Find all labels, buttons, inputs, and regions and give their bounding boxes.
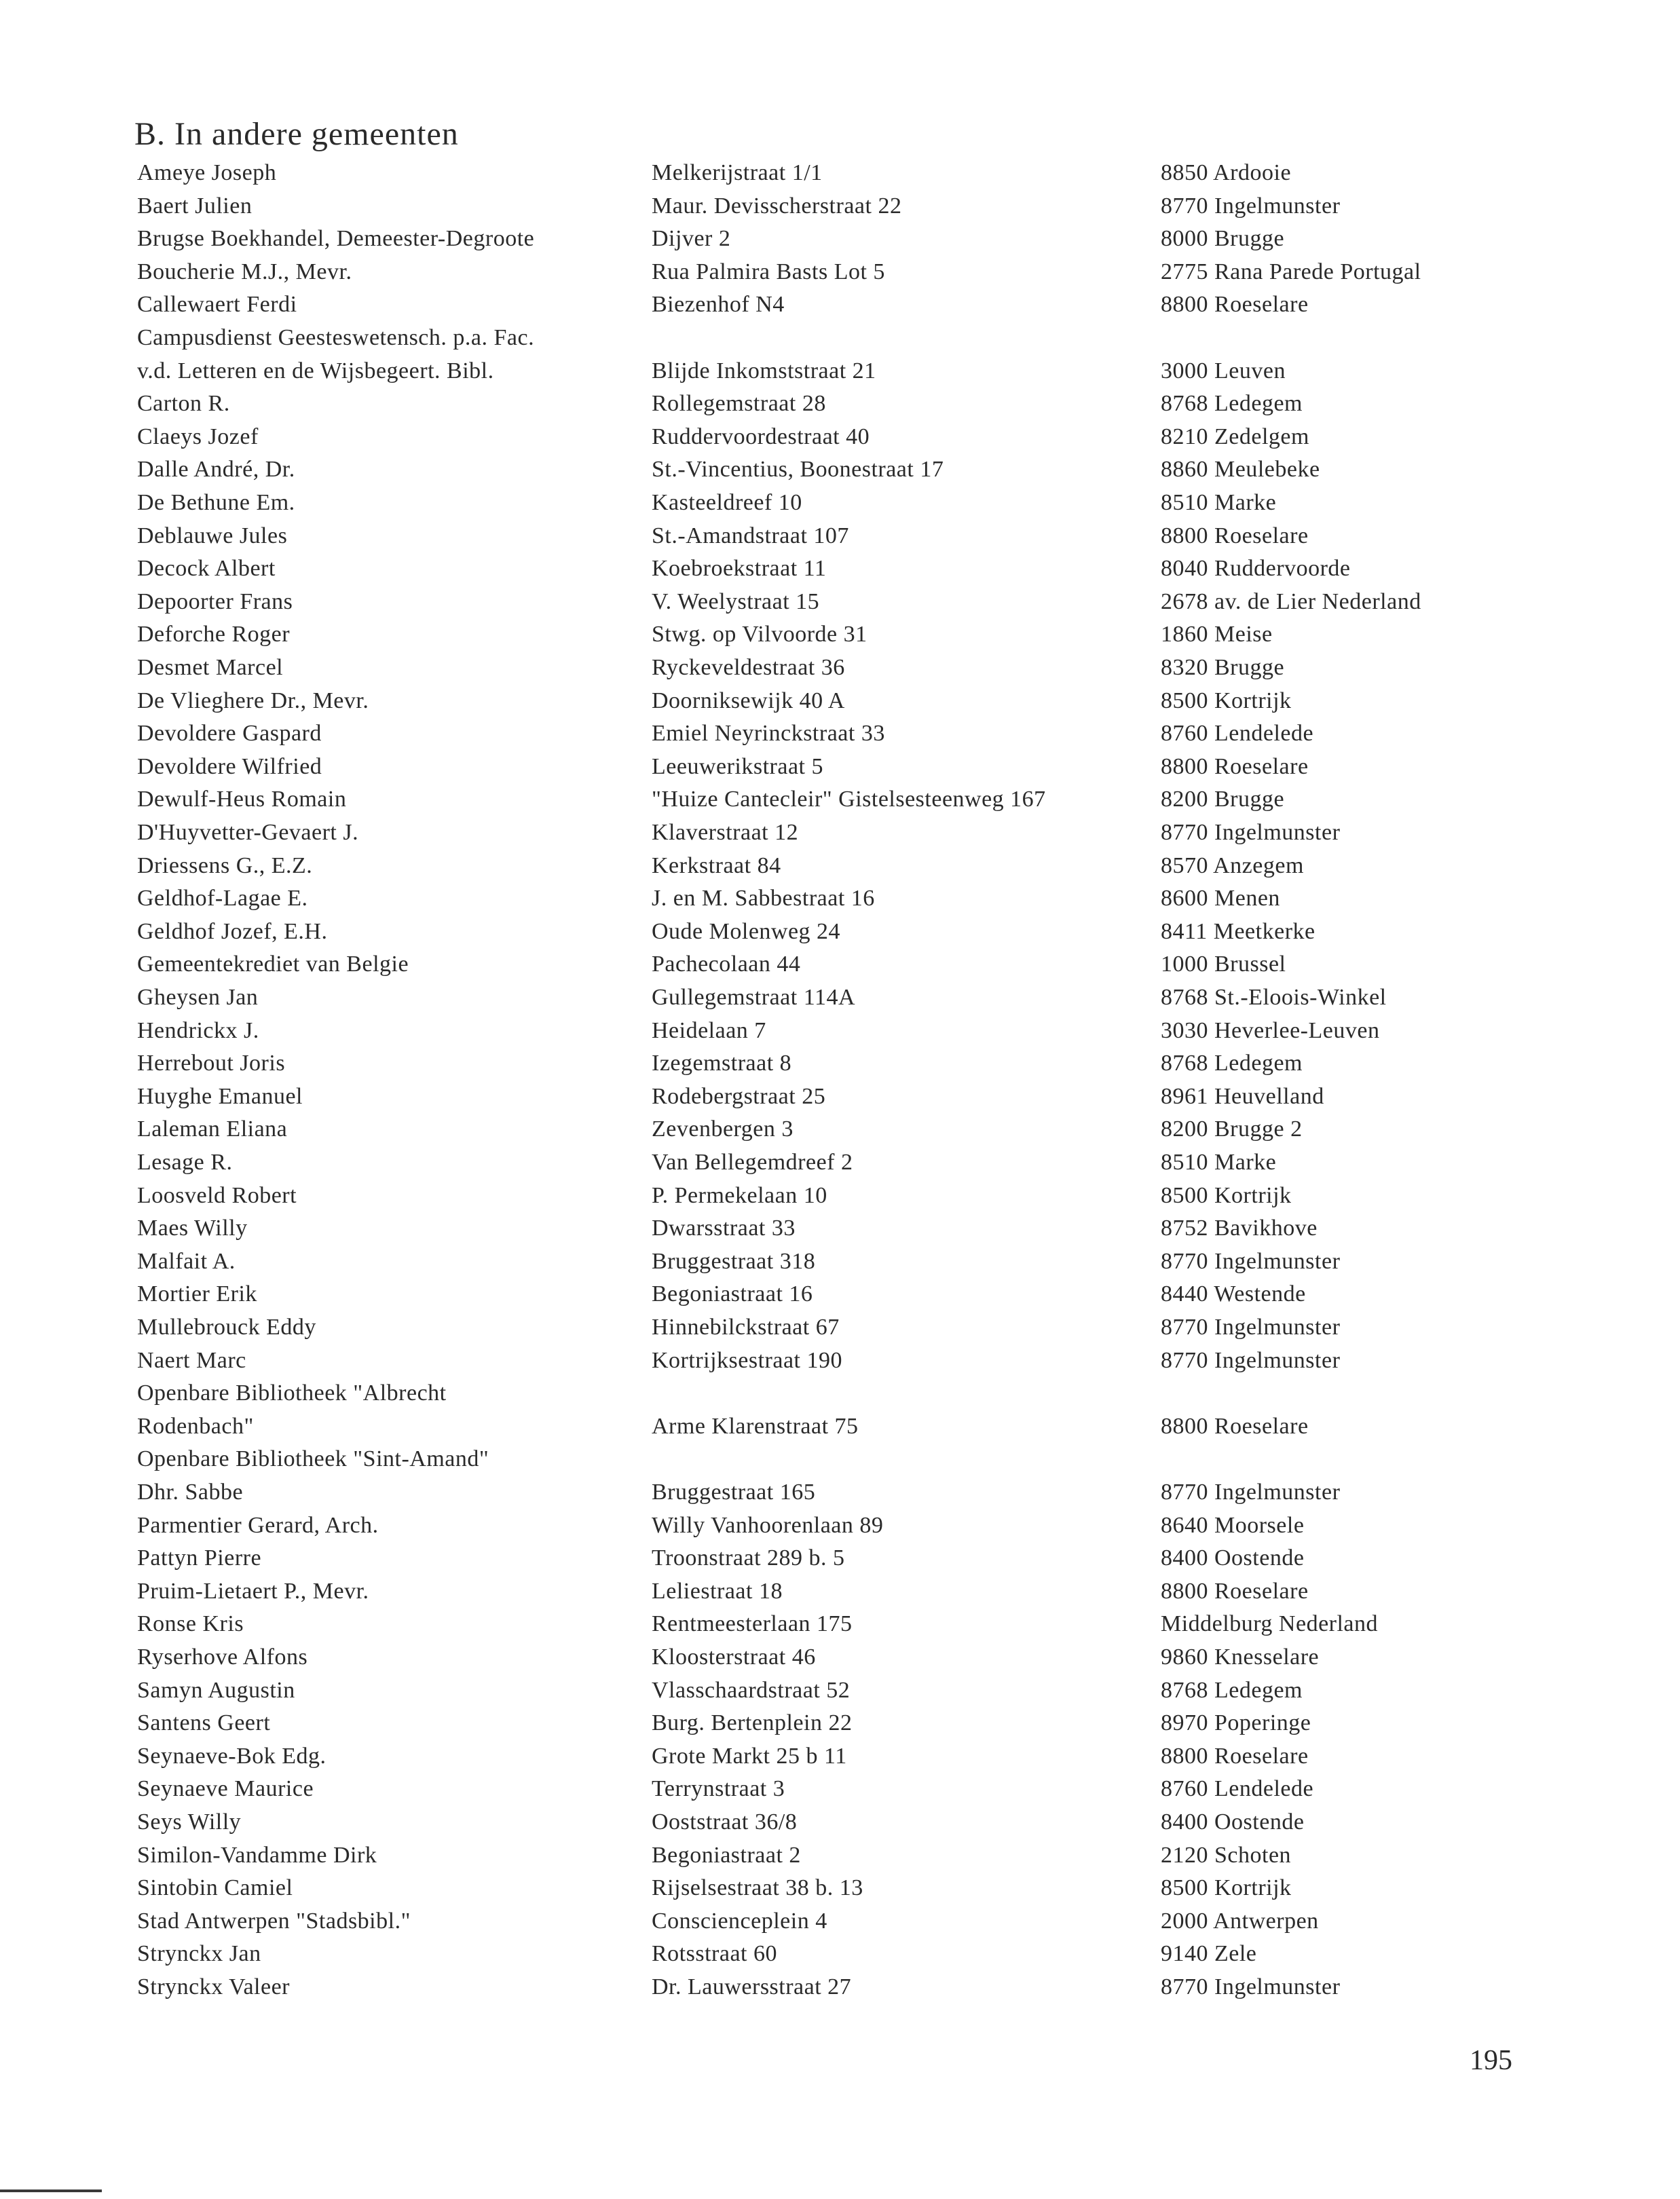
entry-name: Samyn Augustin bbox=[137, 1677, 295, 1703]
entry-street: Stwg. op Vilvoorde 31 bbox=[652, 622, 867, 647]
directory-row bbox=[0, 1376, 1680, 1410]
entry-place: 8040 Ruddervoorde bbox=[1161, 556, 1351, 582]
directory-row bbox=[0, 354, 1680, 388]
entry-name: Baert Julien bbox=[137, 193, 253, 219]
entry-place: 8800 Roeselare bbox=[1161, 523, 1309, 548]
directory-row bbox=[0, 1607, 1680, 1640]
entry-name: Devoldere Wilfried bbox=[137, 753, 322, 779]
directory-row bbox=[0, 1740, 1680, 1773]
entry-name: Geldhof-Lagae E. bbox=[137, 886, 308, 911]
entry-street: Klaverstraat 12 bbox=[652, 820, 799, 845]
bottom-rule bbox=[0, 2189, 102, 2192]
entry-street: Dr. Lauwersstraat 27 bbox=[652, 1974, 852, 1999]
entry-name: Seynaeve-Bok Edg. bbox=[137, 1743, 326, 1769]
entry-place: 8770 Ingelmunster bbox=[1161, 1480, 1341, 1505]
directory-row bbox=[0, 486, 1680, 519]
entry-name: Decock Albert bbox=[137, 556, 276, 582]
entry-name: Deblauwe Jules bbox=[137, 523, 288, 548]
entry-street: J. en M. Sabbestraat 16 bbox=[652, 886, 875, 911]
entry-place: 8800 Roeselare bbox=[1161, 292, 1309, 318]
entry-name: De Bethune Em. bbox=[137, 490, 295, 515]
entry-place: 8320 Brugge bbox=[1161, 655, 1285, 680]
entry-place: 8200 Brugge bbox=[1161, 787, 1285, 812]
entry-name: Campusdienst Geesteswetensch. p.a. Fac. bbox=[137, 325, 535, 350]
entry-street: Rollegemstraat 28 bbox=[652, 391, 826, 417]
entry-name: Geldhof Jozef, E.H. bbox=[137, 918, 328, 944]
directory-row bbox=[0, 717, 1680, 750]
entry-place: 1860 Meise bbox=[1161, 622, 1273, 647]
directory-row bbox=[0, 1311, 1680, 1344]
entry-place: 8600 Menen bbox=[1161, 886, 1280, 911]
entry-name: Strynckx Jan bbox=[137, 1941, 261, 1967]
directory-row bbox=[0, 1112, 1680, 1146]
entry-street: Rodebergstraat 25 bbox=[652, 1083, 826, 1109]
directory-row bbox=[0, 552, 1680, 585]
directory-row bbox=[0, 1541, 1680, 1575]
entry-name: Ameye Joseph bbox=[137, 160, 277, 185]
entry-name: Similon-Vandamme Dirk bbox=[137, 1842, 377, 1868]
entry-name: Seys Willy bbox=[137, 1809, 242, 1835]
entry-street: Ooststraat 36/8 bbox=[652, 1809, 798, 1835]
entry-place: 8800 Roeselare bbox=[1161, 753, 1309, 779]
directory-row bbox=[0, 1442, 1680, 1476]
directory-row bbox=[0, 255, 1680, 288]
entry-place: 8768 Ledegem bbox=[1161, 1051, 1303, 1076]
entry-place: 8768 Ledegem bbox=[1161, 391, 1303, 417]
entry-place: 8770 Ingelmunster bbox=[1161, 1248, 1341, 1274]
entry-street: Willy Vanhoorenlaan 89 bbox=[652, 1512, 884, 1538]
directory-row bbox=[0, 684, 1680, 717]
entry-name: Ryserhove Alfons bbox=[137, 1644, 308, 1670]
entry-name: Boucherie M.J., Mevr. bbox=[137, 259, 352, 284]
entry-place: 3030 Heverlee-Leuven bbox=[1161, 1017, 1380, 1043]
entry-place: 2678 av. de Lier Nederland bbox=[1161, 588, 1421, 614]
entry-street: Izegemstraat 8 bbox=[652, 1051, 792, 1076]
entry-place: 8210 Zedelgem bbox=[1161, 424, 1309, 449]
entry-name: Herrebout Joris bbox=[137, 1051, 286, 1076]
entry-place: 8970 Poperinge bbox=[1161, 1710, 1311, 1736]
entry-street: Ruddervoordestraat 40 bbox=[652, 424, 870, 449]
entry-street: "Huize Cantecleir" Gistelsesteenweg 167 bbox=[652, 787, 1046, 812]
entry-street: Doorniksewijk 40 A bbox=[652, 688, 845, 713]
entry-name: Driessens G., E.Z. bbox=[137, 852, 313, 878]
directory-row bbox=[0, 1871, 1680, 1904]
entry-name: Devoldere Gaspard bbox=[137, 721, 322, 747]
directory-row bbox=[0, 882, 1680, 915]
entry-place: 8411 Meetkerke bbox=[1161, 918, 1315, 944]
directory-row bbox=[0, 189, 1680, 223]
entry-place: 2000 Antwerpen bbox=[1161, 1908, 1319, 1934]
entry-name: Strynckx Valeer bbox=[137, 1974, 290, 1999]
entry-place: 8850 Ardooie bbox=[1161, 160, 1292, 185]
entry-street: St.-Amandstraat 107 bbox=[652, 523, 849, 548]
entry-place: 2775 Rana Parede Portugal bbox=[1161, 259, 1421, 284]
entry-street: Emiel Neyrinckstraat 33 bbox=[652, 721, 885, 747]
entry-name: Stad Antwerpen "Stadsbibl." bbox=[137, 1908, 411, 1934]
entry-name: Depoorter Frans bbox=[137, 588, 293, 614]
directory-row bbox=[0, 1706, 1680, 1740]
directory-row bbox=[0, 387, 1680, 420]
entry-name: Sintobin Camiel bbox=[137, 1875, 293, 1901]
entry-street: Rotsstraat 60 bbox=[652, 1941, 777, 1967]
directory-row bbox=[0, 1179, 1680, 1212]
entry-place: 8400 Oostende bbox=[1161, 1545, 1305, 1571]
section-title: B. In andere gemeenten bbox=[134, 116, 459, 152]
directory-row bbox=[0, 1410, 1680, 1443]
entry-street: Maur. Devisscherstraat 22 bbox=[652, 193, 902, 219]
entry-place: 8440 Westende bbox=[1161, 1281, 1306, 1307]
entry-name: D'Huyvetter-Gevaert J. bbox=[137, 820, 359, 845]
entry-street: Conscienceplein 4 bbox=[652, 1908, 827, 1934]
entry-name: Maes Willy bbox=[137, 1216, 248, 1241]
entry-name: Laleman Eliana bbox=[137, 1116, 288, 1142]
directory-row bbox=[0, 1211, 1680, 1245]
entry-name: Openbare Bibliotheek "Sint-Amand" bbox=[137, 1446, 489, 1472]
entry-name: Dhr. Sabbe bbox=[137, 1480, 244, 1505]
directory-row bbox=[0, 1640, 1680, 1674]
entry-name: Gemeentekrediet van Belgie bbox=[137, 952, 409, 977]
directory-row bbox=[0, 222, 1680, 255]
entry-place: 8510 Marke bbox=[1161, 1150, 1277, 1175]
entry-name: Brugse Boekhandel, Demeester-Degroote bbox=[137, 226, 535, 252]
entry-place: 8500 Kortrijk bbox=[1161, 1182, 1292, 1208]
entry-name: Gheysen Jan bbox=[137, 985, 259, 1010]
entry-street: Begoniastraat 2 bbox=[652, 1842, 801, 1868]
entry-name: Pattyn Pierre bbox=[137, 1545, 262, 1571]
directory-row bbox=[0, 1245, 1680, 1278]
entry-street: Van Bellegemdreef 2 bbox=[652, 1150, 853, 1175]
entry-name: Ronse Kris bbox=[137, 1611, 244, 1637]
entry-place: 8800 Roeselare bbox=[1161, 1413, 1309, 1439]
directory-row bbox=[0, 1575, 1680, 1608]
entry-place: 8770 Ingelmunster bbox=[1161, 1974, 1341, 1999]
entry-name: Carton R. bbox=[137, 391, 230, 417]
entry-name: Deforche Roger bbox=[137, 622, 291, 647]
directory-row bbox=[0, 1277, 1680, 1311]
directory-row bbox=[0, 1970, 1680, 2004]
entry-name: Malfait A. bbox=[137, 1248, 236, 1274]
entry-place: 8770 Ingelmunster bbox=[1161, 820, 1341, 845]
entry-street: Terrynstraat 3 bbox=[652, 1776, 785, 1802]
entry-name: Openbare Bibliotheek "Albrecht bbox=[137, 1380, 447, 1406]
entry-name: Dalle André, Dr. bbox=[137, 457, 295, 483]
directory-row bbox=[0, 849, 1680, 882]
entry-name: Rodenbach" bbox=[137, 1413, 254, 1439]
entry-place: 8640 Moorsele bbox=[1161, 1512, 1305, 1538]
entry-street: Biezenhof N4 bbox=[652, 292, 785, 318]
entry-place: Middelburg Nederland bbox=[1161, 1611, 1379, 1637]
directory-row bbox=[0, 1080, 1680, 1113]
entry-street: Melkerijstraat 1/1 bbox=[652, 160, 823, 185]
directory-row bbox=[0, 1014, 1680, 1047]
entry-street: Grote Markt 25 b 11 bbox=[652, 1743, 847, 1769]
entry-name: Santens Geert bbox=[137, 1710, 271, 1736]
entry-street: Troonstraat 289 b. 5 bbox=[652, 1545, 845, 1571]
directory-row bbox=[0, 651, 1680, 684]
entry-street: Dwarsstraat 33 bbox=[652, 1216, 796, 1241]
entry-name: Mortier Erik bbox=[137, 1281, 257, 1307]
directory-row bbox=[0, 1805, 1680, 1839]
entry-place: 8768 Ledegem bbox=[1161, 1677, 1303, 1703]
entry-street: Leeuwerikstraat 5 bbox=[652, 753, 823, 779]
entry-place: 8800 Roeselare bbox=[1161, 1743, 1309, 1769]
entry-place: 9140 Zele bbox=[1161, 1941, 1257, 1967]
entry-name: Pruim-Lietaert P., Mevr. bbox=[137, 1578, 369, 1604]
entry-place: 8768 St.-Eloois-Winkel bbox=[1161, 985, 1387, 1010]
directory-row bbox=[0, 915, 1680, 948]
directory-row bbox=[0, 453, 1680, 486]
directory-row bbox=[0, 1904, 1680, 1938]
directory-row bbox=[0, 947, 1680, 981]
directory-row bbox=[0, 1476, 1680, 1509]
entry-place: 8770 Ingelmunster bbox=[1161, 1347, 1341, 1373]
entry-place: 8500 Kortrijk bbox=[1161, 1875, 1292, 1901]
entry-name: Dewulf-Heus Romain bbox=[137, 787, 347, 812]
entry-place: 8800 Roeselare bbox=[1161, 1578, 1309, 1604]
directory-row bbox=[0, 519, 1680, 552]
entry-street: Blijde Inkomststraat 21 bbox=[652, 358, 876, 383]
entry-street: Leliestraat 18 bbox=[652, 1578, 783, 1604]
entry-street: Dijver 2 bbox=[652, 226, 731, 252]
entry-place: 8510 Marke bbox=[1161, 490, 1277, 515]
entry-place: 8752 Bavikhove bbox=[1161, 1216, 1318, 1241]
entry-street: P. Permekelaan 10 bbox=[652, 1182, 827, 1208]
directory-row bbox=[0, 288, 1680, 321]
entry-place: 2120 Schoten bbox=[1161, 1842, 1292, 1868]
entry-name: Desmet Marcel bbox=[137, 655, 284, 680]
entry-name: Mullebrouck Eddy bbox=[137, 1315, 316, 1340]
entry-name: Seynaeve Maurice bbox=[137, 1776, 314, 1802]
entry-name: Loosveld Robert bbox=[137, 1182, 297, 1208]
directory-row bbox=[0, 156, 1680, 189]
entry-street: Vlasschaardstraat 52 bbox=[652, 1677, 851, 1703]
directory-row bbox=[0, 1509, 1680, 1542]
entry-street: Rua Palmira Basts Lot 5 bbox=[652, 259, 885, 284]
entry-street: Bruggestraat 165 bbox=[652, 1480, 816, 1505]
entry-name: Huyghe Emanuel bbox=[137, 1083, 303, 1109]
entry-place: 8000 Brugge bbox=[1161, 226, 1285, 252]
entry-street: Gullegemstraat 114A bbox=[652, 985, 855, 1010]
entry-name: v.d. Letteren en de Wijsbegeert. Bibl. bbox=[137, 358, 494, 383]
entry-street: Kloosterstraat 46 bbox=[652, 1644, 816, 1670]
directory-row bbox=[0, 783, 1680, 816]
entry-name: De Vlieghere Dr., Mevr. bbox=[137, 688, 369, 713]
entry-name: Claeys Jozef bbox=[137, 424, 259, 449]
directory-row bbox=[0, 1146, 1680, 1179]
entry-street: Kortrijksestraat 190 bbox=[652, 1347, 842, 1373]
entry-street: Rijselsestraat 38 b. 13 bbox=[652, 1875, 863, 1901]
entry-name: Callewaert Ferdi bbox=[137, 292, 297, 318]
directory-row bbox=[0, 1344, 1680, 1377]
directory-row bbox=[0, 1839, 1680, 1872]
entry-street: Rentmeesterlaan 175 bbox=[652, 1611, 853, 1637]
directory-row bbox=[0, 321, 1680, 354]
entry-place: 8770 Ingelmunster bbox=[1161, 1315, 1341, 1340]
entry-street: Burg. Bertenplein 22 bbox=[652, 1710, 853, 1736]
directory-row bbox=[0, 981, 1680, 1014]
entry-street: Oude Molenweg 24 bbox=[652, 918, 841, 944]
entry-name: Hendrickx J. bbox=[137, 1017, 259, 1043]
entry-street: Arme Klarenstraat 75 bbox=[652, 1413, 859, 1439]
entry-place: 8500 Kortrijk bbox=[1161, 688, 1292, 713]
entry-place: 8760 Lendelede bbox=[1161, 721, 1314, 747]
entry-street: Begoniastraat 16 bbox=[652, 1281, 813, 1307]
entry-street: V. Weelystraat 15 bbox=[652, 588, 820, 614]
entry-place: 8400 Oostende bbox=[1161, 1809, 1305, 1835]
entry-street: Pachecolaan 44 bbox=[652, 952, 801, 977]
entry-street: Kerkstraat 84 bbox=[652, 852, 781, 878]
entry-name: Lesage R. bbox=[137, 1150, 233, 1175]
entry-place: 8200 Brugge 2 bbox=[1161, 1116, 1303, 1142]
directory-row bbox=[0, 1937, 1680, 1970]
entry-place: 8961 Heuvelland bbox=[1161, 1083, 1324, 1109]
entry-street: Ryckeveldestraat 36 bbox=[652, 655, 845, 680]
entry-street: Bruggestraat 318 bbox=[652, 1248, 816, 1274]
directory-row bbox=[0, 1674, 1680, 1707]
entry-place: 8860 Meulebeke bbox=[1161, 457, 1320, 483]
entry-street: Heidelaan 7 bbox=[652, 1017, 766, 1043]
entry-street: Kasteeldreef 10 bbox=[652, 490, 802, 515]
entry-place: 9860 Knesselare bbox=[1161, 1644, 1320, 1670]
entry-street: St.-Vincentius, Boonestraat 17 bbox=[652, 457, 944, 483]
directory-row bbox=[0, 750, 1680, 783]
entry-name: Naert Marc bbox=[137, 1347, 246, 1373]
directory-row bbox=[0, 1772, 1680, 1805]
entry-place: 1000 Brussel bbox=[1161, 952, 1286, 977]
entry-street: Zevenbergen 3 bbox=[652, 1116, 794, 1142]
directory-row bbox=[0, 618, 1680, 651]
directory-row bbox=[0, 816, 1680, 849]
directory-row bbox=[0, 420, 1680, 453]
entry-place: 3000 Leuven bbox=[1161, 358, 1286, 383]
entry-street: Hinnebilckstraat 67 bbox=[652, 1315, 840, 1340]
directory-row bbox=[0, 585, 1680, 618]
page-number: 195 bbox=[1470, 2045, 1512, 2076]
entry-name: Parmentier Gerard, Arch. bbox=[137, 1512, 379, 1538]
directory-row bbox=[0, 1047, 1680, 1080]
entry-place: 8770 Ingelmunster bbox=[1161, 193, 1341, 219]
entry-street: Koebroekstraat 11 bbox=[652, 556, 827, 582]
entry-place: 8760 Lendelede bbox=[1161, 1776, 1314, 1802]
entry-place: 8570 Anzegem bbox=[1161, 852, 1304, 878]
